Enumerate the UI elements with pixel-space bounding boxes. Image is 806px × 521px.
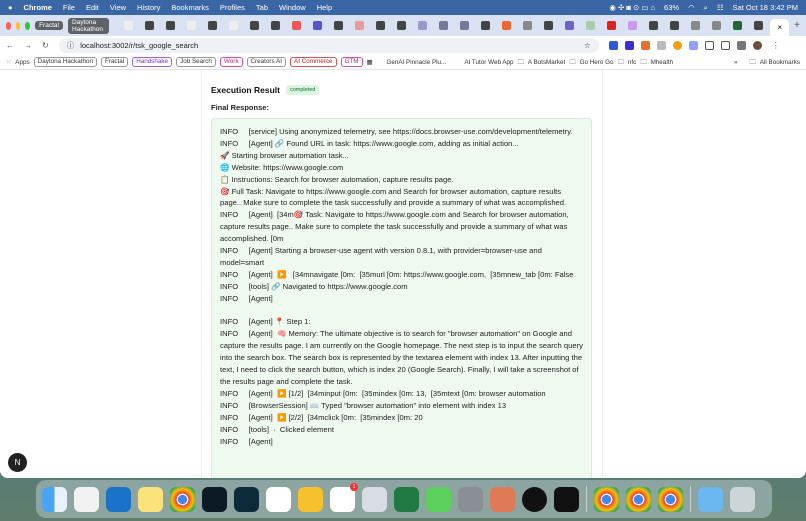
page-title: Execution Result xyxy=(211,85,280,95)
bookmark-fractal[interactable]: Fractal xyxy=(101,57,128,67)
wifi-icon[interactable]: ◠ xyxy=(688,3,695,12)
log-line: INFO [Agent] ▶️ [34mnavigate [0m: [35murl [0m: https://www.google.com, [35mnew_tab [0m: False xyxy=(220,269,574,279)
final-response-label: Final Response: xyxy=(211,103,269,112)
menu-file[interactable]: File xyxy=(62,3,75,12)
bookmark-creators-ai[interactable]: Creators AI xyxy=(247,57,287,67)
menu-view[interactable]: View xyxy=(109,3,127,12)
minimize-window-button[interactable] xyxy=(16,22,21,30)
forward-button[interactable]: → xyxy=(24,41,32,50)
control-center-icon[interactable]: ☷ xyxy=(716,3,724,12)
launchpad-icon[interactable] xyxy=(74,487,99,512)
menu-app[interactable]: Chrome xyxy=(23,3,52,12)
log-line: INFO [Agent] xyxy=(220,293,275,303)
log-line: 🌐 Website: https://www.google.com xyxy=(220,162,344,172)
floating-n-button[interactable]: N xyxy=(8,453,27,472)
bookmark-gtm[interactable]: GTM xyxy=(341,57,363,67)
bookmark-work[interactable]: Work xyxy=(220,57,243,67)
log-line: INFO [Agent] [34m🎯 Task: Navigate to https://www.google.com and Search for browser automation, capture results page.. Make sure to complete the task successfully and provide a summary of what was accomplished. [0m xyxy=(220,210,571,244)
finder-icon[interactable] xyxy=(42,487,67,512)
menu-bar xyxy=(0,0,806,15)
zoom-window-button[interactable] xyxy=(25,22,30,30)
folder-icon: 🗀 xyxy=(617,58,624,66)
bookmark-handshake[interactable]: Handshake xyxy=(132,57,172,67)
extensions[interactable] xyxy=(609,41,762,50)
notes-icon[interactable] xyxy=(138,487,163,512)
bookmark-ai-tutor[interactable]: AI Tutor Web App xyxy=(464,58,514,66)
trash-icon[interactable] xyxy=(730,487,755,512)
bookmark-apps[interactable]: Apps xyxy=(15,58,30,66)
close-tab-icon[interactable]: × xyxy=(777,23,783,32)
menu-profiles[interactable]: Profiles xyxy=(219,3,245,12)
menu-bookmarks[interactable]: Bookmarks xyxy=(171,3,209,12)
messages-icon[interactable] xyxy=(426,487,451,512)
bookmark-mhealth[interactable]: Mhealth xyxy=(650,58,673,66)
log-line: INFO [tools] · Clicked element xyxy=(220,424,334,434)
all-bookmarks[interactable]: All Bookmarks xyxy=(759,58,800,66)
spotify-icon[interactable] xyxy=(522,487,547,512)
chrome-icon[interactable] xyxy=(626,487,651,512)
dock-separator xyxy=(586,486,587,512)
log-line: INFO [Agent] Starting a browser-use agent with version 0.8.1, with provider=browser-use and model=smart xyxy=(220,246,544,267)
folder-icon: 🗀 xyxy=(749,58,756,66)
site-info-icon[interactable]: ⓘ xyxy=(66,41,75,50)
tab-group-daytona[interactable]: Daytona Hackathon xyxy=(68,18,109,34)
dock-separator xyxy=(690,486,691,512)
log-line xyxy=(220,305,583,317)
log-line: INFO [BrowserSession] ⌨️ Typed "browser automation" into element with index 13 xyxy=(220,400,507,410)
chrome-icon[interactable] xyxy=(170,487,195,512)
bookmark-star-icon[interactable]: ☆ xyxy=(583,41,591,50)
chrome-icon[interactable] xyxy=(658,487,683,512)
active-tab[interactable] xyxy=(770,19,789,36)
log-line: INFO [Agent] ▶️ [1/2] [34minput [0m: [35mindex [0m: 13, [35mtext [0m: browser automation xyxy=(220,388,546,398)
log-line: INFO [service] Using anonymized telemetry, see https://docs.browser-use.com/development/telemetry. xyxy=(220,127,573,136)
apps-icon[interactable]: ⁙ xyxy=(6,58,12,66)
page-content xyxy=(0,70,806,478)
bookmark-genai[interactable]: GenAI Pinnacle Plu... xyxy=(386,58,447,66)
tab-bar xyxy=(0,15,806,36)
excel-icon[interactable] xyxy=(394,487,419,512)
menu-edit[interactable]: Edit xyxy=(85,3,99,12)
reload-button[interactable]: ↻ xyxy=(42,41,49,50)
tab-group-fractal[interactable]: Fractal xyxy=(35,21,63,30)
log-line: INFO [Agent] 🔗 Found URL in task: https://www.google.com, adding as initial action... xyxy=(220,138,519,148)
folder-icon: 🗀 xyxy=(640,58,647,66)
menu-help[interactable]: Help xyxy=(316,3,333,12)
bookmark-job-search[interactable]: Job Search xyxy=(176,57,216,67)
system-settings-icon[interactable] xyxy=(458,487,483,512)
log-line: 🎯 Full Task: Navigate to https://www.google.com and Search for browser automation, capture results page.. Make sure to complete the task successfully and provide a summary of what was accomplished. xyxy=(220,186,567,208)
bookmarks-bar xyxy=(0,55,806,70)
cursor-icon[interactable] xyxy=(554,487,579,512)
menu-history[interactable]: History xyxy=(137,3,161,12)
search-icon[interactable]: ⌕ xyxy=(703,2,708,12)
log-line: INFO [Agent] ▶️ [2/2] [34mclick [0m: [35mindex [0m: 20 xyxy=(220,412,423,422)
address-bar[interactable] xyxy=(59,38,599,53)
bookmark-botsmarket[interactable]: A BotsMarket xyxy=(527,58,566,66)
bookmark-daytona[interactable]: Daytona Hackathon xyxy=(34,57,97,67)
apple-icon[interactable]: ● xyxy=(8,3,13,12)
log-output xyxy=(211,118,592,478)
log-line: INFO [tools] 🔗 Navigated to https://www.google.com xyxy=(220,281,408,291)
status-icons[interactable]: ◉ ✣ ◙ ⊙ ▭ ⌂ xyxy=(609,3,656,12)
downloads-folder-icon[interactable] xyxy=(698,487,723,512)
slack-icon[interactable] xyxy=(330,483,356,512)
bookmark-ai-commerce[interactable]: AI Commerce xyxy=(290,57,337,67)
more-bookmarks-button[interactable]: » xyxy=(733,58,738,66)
menu-tab[interactable]: Tab xyxy=(255,3,268,12)
whatsapp-icon[interactable] xyxy=(298,487,323,512)
back-button[interactable]: ← xyxy=(6,41,14,50)
chrome-menu-icon[interactable]: ⋮ xyxy=(771,41,780,50)
slack-badge: 1 xyxy=(350,483,358,491)
toolbar xyxy=(0,36,806,55)
pinned-tabs[interactable] xyxy=(122,21,765,30)
new-tab-button[interactable]: + xyxy=(794,20,800,31)
perplexity-icon[interactable] xyxy=(234,487,259,512)
chatgpt-icon[interactable] xyxy=(266,487,291,512)
menu-window[interactable]: Window xyxy=(279,3,306,12)
status-badge: completed xyxy=(286,85,319,95)
battery-percent[interactable]: 63% xyxy=(664,3,680,12)
bookmark-go-hero-go[interactable]: Go Hero Go xyxy=(579,58,614,66)
log-line: INFO [Agent] 🧠 Memory: The ultimate objective is to search for "browser automation" on Google and capture the results page. I am currently on the Google homepage. The next step is to input the search query into the search box. The search box is represented by the textarea element with index 13. After inputting the text, I need to click the search button, which is index 20 (Google Search). Finally, I will take a screenshot of the results page and complete the task. xyxy=(220,329,586,387)
log-line: 🚀 Starting browser automation task... xyxy=(220,150,349,160)
chrome-window xyxy=(0,15,806,478)
dock xyxy=(36,480,772,518)
chrome-icon[interactable] xyxy=(594,487,619,512)
execution-result-header xyxy=(211,85,319,95)
log-line: INFO [Agent] xyxy=(220,436,275,446)
close-window-button[interactable] xyxy=(6,22,11,30)
datetime[interactable]: Sat Oct 18 3:42 PM xyxy=(732,3,798,12)
url-text[interactable]: localhost:3002/r/tsk_google_search xyxy=(80,41,199,50)
google-meet-icon[interactable] xyxy=(362,487,387,512)
claude-icon[interactable] xyxy=(490,487,515,512)
bookmark-nfc[interactable]: nfc xyxy=(627,58,637,66)
tab-groups-icon[interactable]: ▦ xyxy=(366,58,373,66)
folder-icon: 🗀 xyxy=(517,58,524,66)
folder-icon: 🗀 xyxy=(569,58,576,66)
outlook-icon[interactable] xyxy=(106,487,131,512)
warp-icon[interactable] xyxy=(202,487,227,512)
log-line: 📋 Instructions: Search for browser automation, capture results page. xyxy=(220,174,454,184)
log-line: INFO [Agent] 📍 Step 1: xyxy=(220,317,311,327)
